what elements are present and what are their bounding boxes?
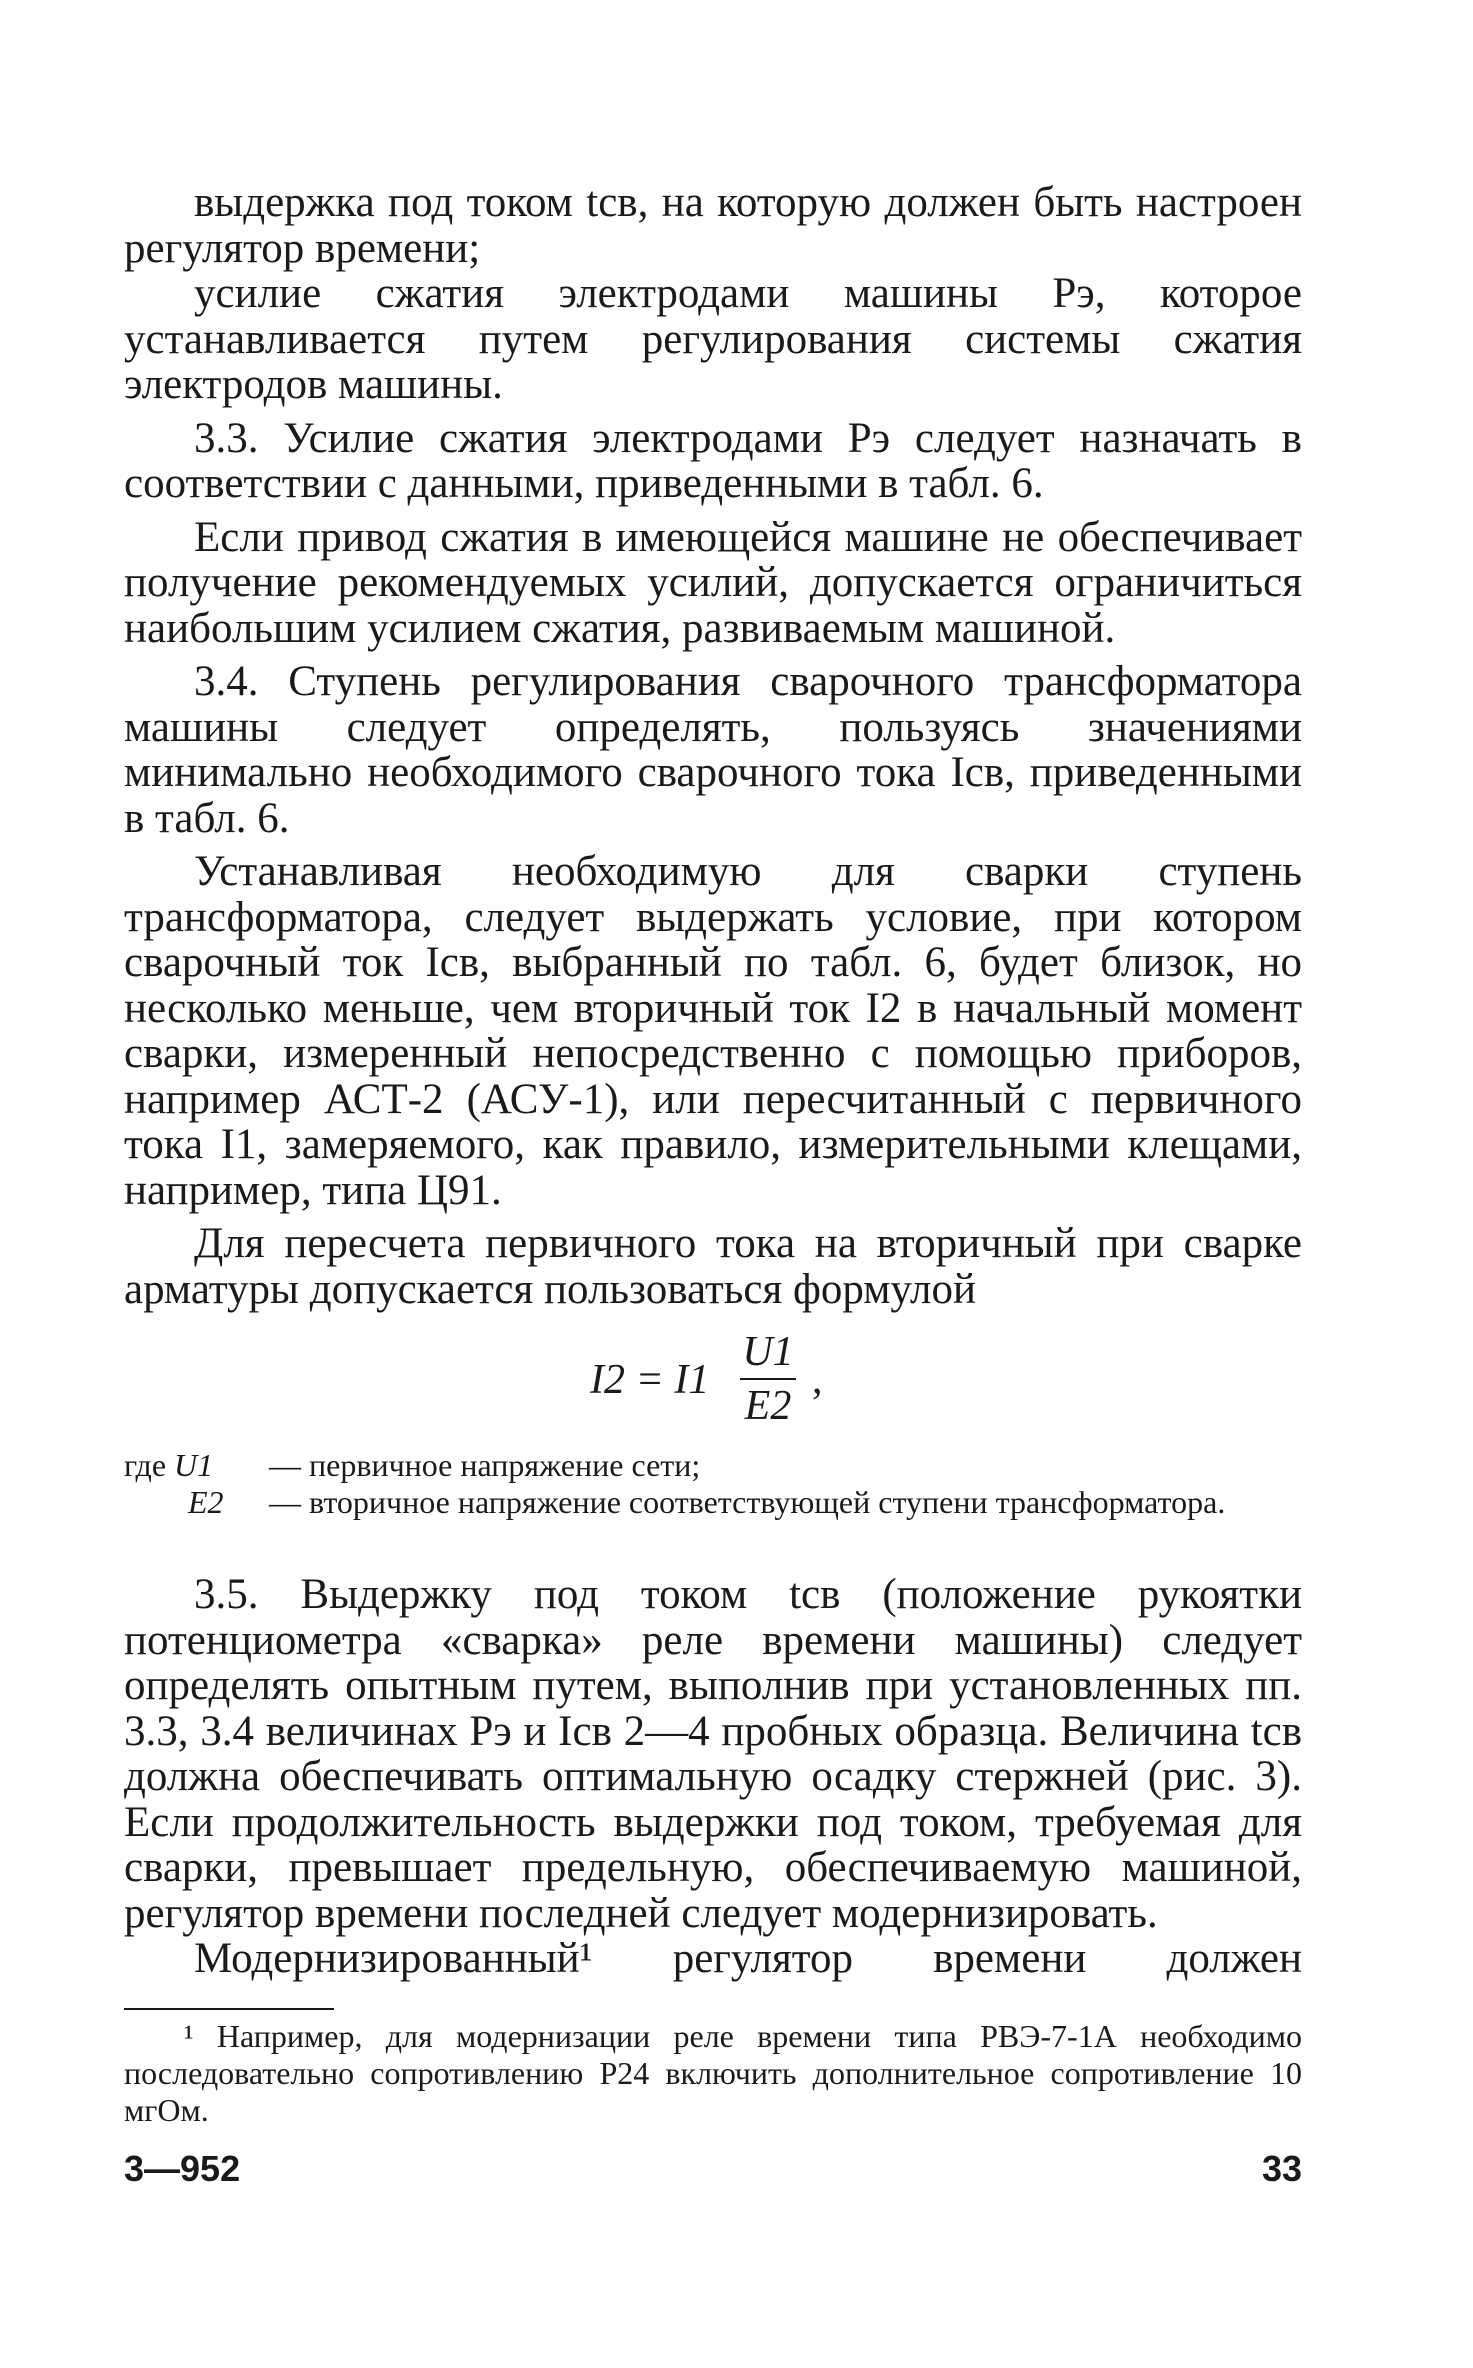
formula-fraction [740,1328,796,1430]
main-text-block-2 [124,1572,1302,1982]
legend-row: E2 — вторичное напряжение соответствующей ступени трансформатора. [188,1484,1226,1520]
legend-text: — первичное напряжение сети; [269,1447,701,1483]
formula-comma: , [812,1357,823,1403]
paragraph: усилие сжатия электродами машины Pэ, которое устанавливается путем регулирования системы сжатия электродов машины. [124,270,1302,408]
footnote: ¹ Например, для модернизации реле времени типа РВЭ-7-1А необходимо последовательно сопротивлению Р24 включить дополнительное сопротивление 10 мгОм. [124,2018,1302,2128]
page-number: 33 [1261,2148,1302,2189]
legend-lead: где U1 [124,1447,214,1483]
legend-row [124,1447,1302,1484]
main-text-block [124,180,1302,1312]
paragraph: 3.4. Ступень регулирования сварочного трансформатора машины следует определять, пользуясь значениями минимально необходимого сварочного тока Iсв, приведенными в табл. 6. [124,658,1302,842]
formula-lhs: I2 = I1 [590,1357,710,1403]
printer-signature: 3—952 [124,2148,241,2189]
legend-text: — вторичное напряжение соответствующей ступени трансформатора. [269,1484,1226,1520]
paragraph: выдержка под током tсв, на которую должен быть настроен регулятор времени; [124,179,1302,272]
formula-denominator: E2 [744,1383,792,1429]
paragraph: 3.5. Выдержку под током tсв (положение рукоятки потенциометра «сварка» реле времени машины) следует определять опытным путем, выполнив при установленных пп. 3.3, 3.4 величинах Pэ и Iсв 2—4 пробных образца. Величина tсв должна обеспечивать оптимальную осадку стержней (рис. 3). Если продолжительность выдержки под током, требуемая для сварки, превышает предельную, обеспечиваемую машиной, регулятор времени последней следует модернизировать. [124,1571,1302,1937]
paragraph: Для пересчета первичного тока на вторичный при сварке арматуры допускается пользоваться формулой [124,1220,1302,1313]
formula-numerator: U1 [740,1328,796,1380]
paragraph: Модернизированный¹ регулятор времени должен [194,1935,1302,1982]
footnote-rule [124,2008,334,2010]
paragraph: 3.3. Усилие сжатия электродами Pэ следует назначать в соответствии с данными, приведенными в табл. 6. [124,414,1302,507]
paragraph: Устанавливая необходимую для сварки ступень трансформатора, следует выдержать условие, при котором сварочный ток Iсв, выбранный по табл. 6, будет близок, но несколько меньше, чем вторичный ток I2 в начальный момент сварки, измеренный непосредственно с помощью приборов, например АСТ-2 (АСУ-1), или пересчитанный с первичного тока I1, замеряемого, как правило, измерительными клещами, например, типа Ц91. [124,848,1302,1214]
formula-legend [124,1447,1302,1521]
current-conversion-formula [590,1328,850,1429]
paragraph: Если привод сжатия в имеющейся машине не обеспечивает получение рекомендуемых усилий, допускается ограничиться наибольшим усилием сжатия, развиваемым машиной. [124,513,1302,652]
